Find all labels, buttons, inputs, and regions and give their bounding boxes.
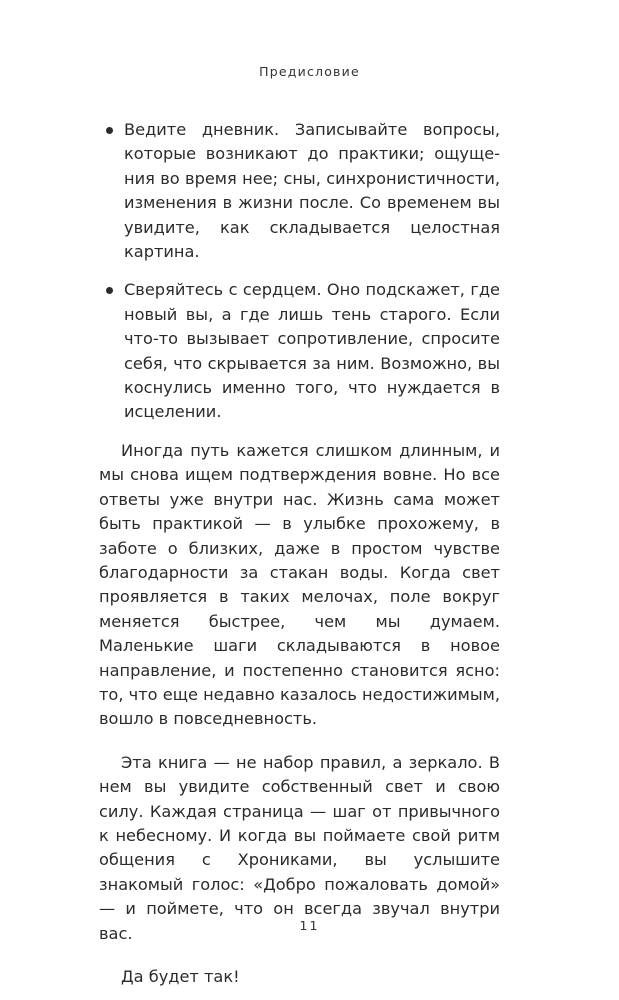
page-number: 11 [299, 918, 320, 933]
paragraph-path: Иногда путь кажется слишком длинным, и мы снова ищем подтверждения вовне. Но все ответы уже внутри нас. Жизнь сама может быть практикой — в улыбке прохожему, в заботе о близких, даже в простом чувстве благодарности за стакан воды. Когда свет проявляется в таких мелочах, поле вокруг меняется быстрее, чем мы думаем. Маленькие шаги складываются в новое направление, и постепенно становится ясно: то, что еще недавно казалось недостижимым, вошло в повседневность. [99, 440, 500, 729]
running-head: Предисловие [259, 64, 360, 79]
bullet-list [99, 118, 500, 425]
closing-line: Да будет так! [121, 967, 240, 986]
page-body [99, 118, 500, 989]
bullet-item-journal: Ведите дневник. Записывайте вопросы, которые возникают до практики; ощущения во время нее; сны, синхронистичности, изменения в жизни после. Со временем вы увидите, как складывается целостная картина. [99, 118, 500, 264]
bullet-item-heart: Сверяйтесь с сердцем. Оно подскажет, где новый вы, а где лишь тень старого. Если что-то вызывает сопротивление, спросите себя, что скрывается за ним. Возможно, вы коснулись именно того, что нуждается в исцелении. [99, 278, 500, 424]
paragraph-mirror: Эта книга — не набор правил, а зеркало. В нем вы увидите собственный свет и свою силу. Каждая страница — шаг от привычного к небесному. И когда вы поймаете свой ритм общения с Хрониками, вы услышите знакомый голос: «Добро пожаловать домой» — и поймете, что он всегда звучал внутри вас. [99, 752, 500, 943]
